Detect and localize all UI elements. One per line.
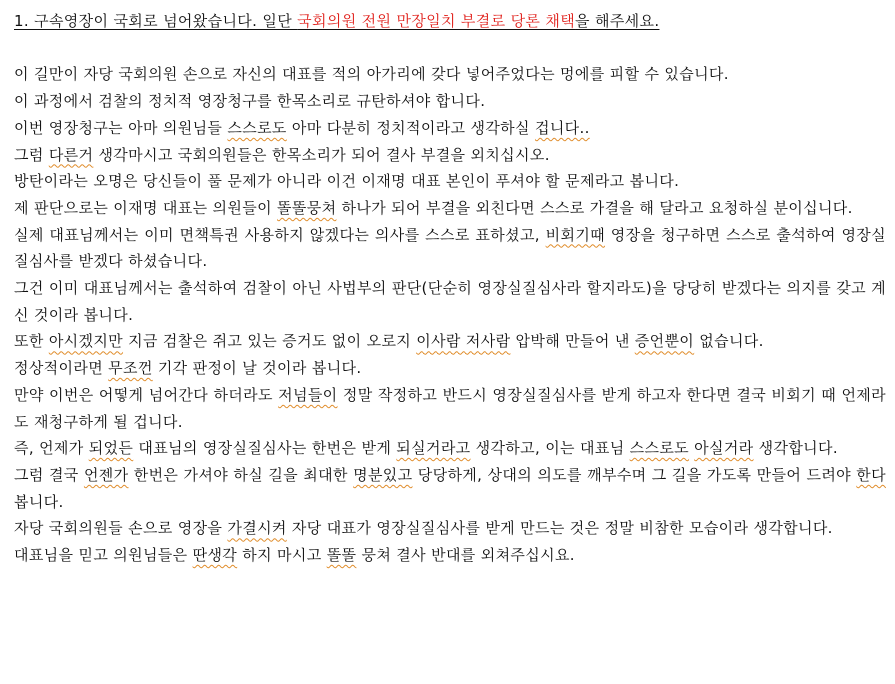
paragraph-text: 기각 판정이 날 것이라 봅니다. bbox=[152, 359, 362, 378]
paragraph-text: 하나가 되어 부결을 외친다면 스스로 가결을 해 달라고 요청하실 분이십니다. bbox=[336, 198, 853, 217]
paragraph bbox=[14, 195, 886, 222]
paragraph-text: 생각합니다. bbox=[753, 439, 838, 458]
spellcheck-flagged-word: 명분있고 bbox=[353, 465, 413, 484]
paragraph-text: 생각마시고 국회의원들은 한목소리가 되어 결사 부결을 외치십시오. bbox=[93, 145, 550, 164]
paragraph-text: 자당 국회의원들 손으로 영장을 bbox=[14, 519, 228, 538]
paragraph-text: 그럼 bbox=[14, 145, 49, 164]
spellcheck-flagged-word: 아실거라 bbox=[694, 439, 754, 458]
paragraph-text: 대표님의 영장실질심사는 한번은 받게 bbox=[133, 439, 397, 458]
paragraph bbox=[14, 542, 886, 569]
paragraph-text: 당당하게, 상대의 의도를 깨부수며 그 길을 가도록 만들어 드려야 bbox=[412, 465, 857, 484]
paragraph-text: 생각하고, 이는 대표님 bbox=[470, 439, 630, 458]
spellcheck-flagged-word: 한다 bbox=[856, 465, 886, 484]
spellcheck-flagged-word: 증언뿐이 bbox=[634, 332, 695, 351]
spellcheck-flagged-word: 언젠가 bbox=[83, 465, 129, 484]
paragraph-text: 뭉쳐 결사 반대를 외쳐주십시요. bbox=[356, 546, 575, 565]
spellcheck-flagged-word: 이사람 저사람 bbox=[416, 332, 511, 351]
paragraph bbox=[14, 115, 886, 142]
paragraph-text: 하지 마시고 bbox=[237, 546, 327, 565]
spellcheck-flagged-word: 딴생각 bbox=[192, 546, 238, 565]
paragraph-list bbox=[14, 61, 886, 568]
paragraph bbox=[14, 382, 886, 435]
heading-emphasis: 국회의원 전원 만장일치 부결로 당론 채택 bbox=[297, 12, 576, 30]
paragraph-text: 그건 이미 대표님께서는 출석하여 검찰이 아닌 사법부의 판단(단순히 영장실질심사라 할지라도)을 당당히 받겠다는 의지를 갖고 계신 것이라 봅니다. bbox=[14, 279, 886, 324]
paragraph-text: 지금 검찰은 쥐고 있는 증거도 없이 오로지 bbox=[123, 332, 417, 351]
spellcheck-flagged-word: 되실거라고 bbox=[396, 439, 471, 458]
spellcheck-flagged-word: 무조껀 bbox=[108, 359, 153, 378]
paragraph bbox=[14, 88, 886, 115]
spellcheck-flagged-word: 비회기때 bbox=[545, 225, 606, 244]
paragraph bbox=[14, 328, 886, 355]
paragraph-text: 즉, 언제가 bbox=[14, 439, 89, 458]
spellcheck-flagged-word: 스스로도 bbox=[227, 118, 287, 137]
paragraph-text: 그럼 결국 bbox=[14, 465, 84, 484]
spellcheck-flagged-word: 저넘들이 bbox=[278, 385, 338, 404]
paragraph-text: 압박해 만들어 낸 bbox=[510, 332, 635, 351]
spellcheck-flagged-word: 아시겠지만 bbox=[48, 332, 124, 351]
spellcheck-flagged-word: 다른거 bbox=[48, 145, 94, 164]
spellcheck-flagged-word: 스스로도 bbox=[629, 439, 690, 458]
paragraph-text: 정상적이라면 bbox=[14, 359, 109, 378]
paragraph-text: 영장을 청구하면 스스로 출석하여 영장실질심사를 받겠다 하셨습니다. bbox=[14, 225, 886, 271]
document-heading bbox=[14, 8, 886, 35]
paragraph-text: 제 판단으로는 이재명 대표는 의원들이 bbox=[14, 198, 278, 217]
paragraph-text: 자당 대표가 영장실질심사를 받게 만드는 것은 정말 비참한 모습이라 생각합니다. bbox=[286, 519, 833, 538]
spellcheck-flagged-word: 겁니다.. bbox=[534, 118, 590, 137]
paragraph-text: 방탄이라는 오명은 당신들이 풀 문제가 아니라 이건 이재명 대표 본인이 푸셔야 할 문제라고 봅니다. bbox=[14, 172, 680, 191]
spellcheck-flagged-word: 똘똘뭉쳐 bbox=[277, 198, 337, 217]
paragraph bbox=[14, 222, 886, 275]
heading-prefix: 1. 구속영장이 국회로 넘어왔습니다. 일단 bbox=[14, 12, 298, 30]
paragraph-text: 정말 작정하고 반드시 영장실질심사를 받게 하고자 한다면 결국 비회기 때 언제라도 재청구하게 될 겁니다. bbox=[14, 385, 886, 431]
paragraph-text: 실제 대표님께서는 이미 면책특권 사용하지 않겠다는 의사를 스스로 표하셨고, bbox=[14, 225, 546, 244]
heading-suffix: 을 해주세요. bbox=[575, 12, 660, 30]
paragraph-text: 이 과정에서 검찰의 정치적 영장청구를 한목소리로 규탄하셔야 합니다. bbox=[14, 92, 486, 111]
spellcheck-flagged-word: 똘똘 bbox=[326, 546, 357, 565]
paragraph bbox=[14, 515, 886, 542]
paragraph bbox=[14, 275, 886, 328]
paragraph-text: 이번 영장청구는 아마 의원님들 bbox=[14, 118, 228, 137]
paragraph bbox=[14, 142, 886, 169]
paragraph bbox=[14, 462, 886, 515]
spellcheck-flagged-word: 가결시켜 bbox=[227, 519, 287, 538]
paragraph-text: 만약 이번은 어떻게 넘어간다 하더라도 bbox=[14, 385, 279, 404]
paragraph-text: 대표님을 믿고 의원님들은 bbox=[14, 546, 193, 565]
document-body bbox=[14, 8, 886, 569]
paragraph-text: 봅니다. bbox=[14, 492, 64, 511]
spellcheck-flagged-word: 되었든 bbox=[88, 439, 134, 458]
blank-line bbox=[14, 35, 886, 62]
paragraph-text: 아마 다분히 정치적이라고 생각하실 bbox=[286, 118, 535, 137]
paragraph bbox=[14, 435, 886, 462]
paragraph-text: 없습니다. bbox=[694, 332, 764, 351]
paragraph bbox=[14, 61, 886, 88]
paragraph-text: 또한 bbox=[14, 332, 49, 351]
paragraph bbox=[14, 168, 886, 195]
paragraph bbox=[14, 355, 886, 382]
paragraph-text: 한번은 가셔야 하실 길을 최대한 bbox=[128, 465, 354, 484]
paragraph-text: 이 길만이 자당 국회의원 손으로 자신의 대표를 적의 아가리에 갖다 넣어주었다는 멍에를 피할 수 있습니다. bbox=[14, 65, 729, 84]
